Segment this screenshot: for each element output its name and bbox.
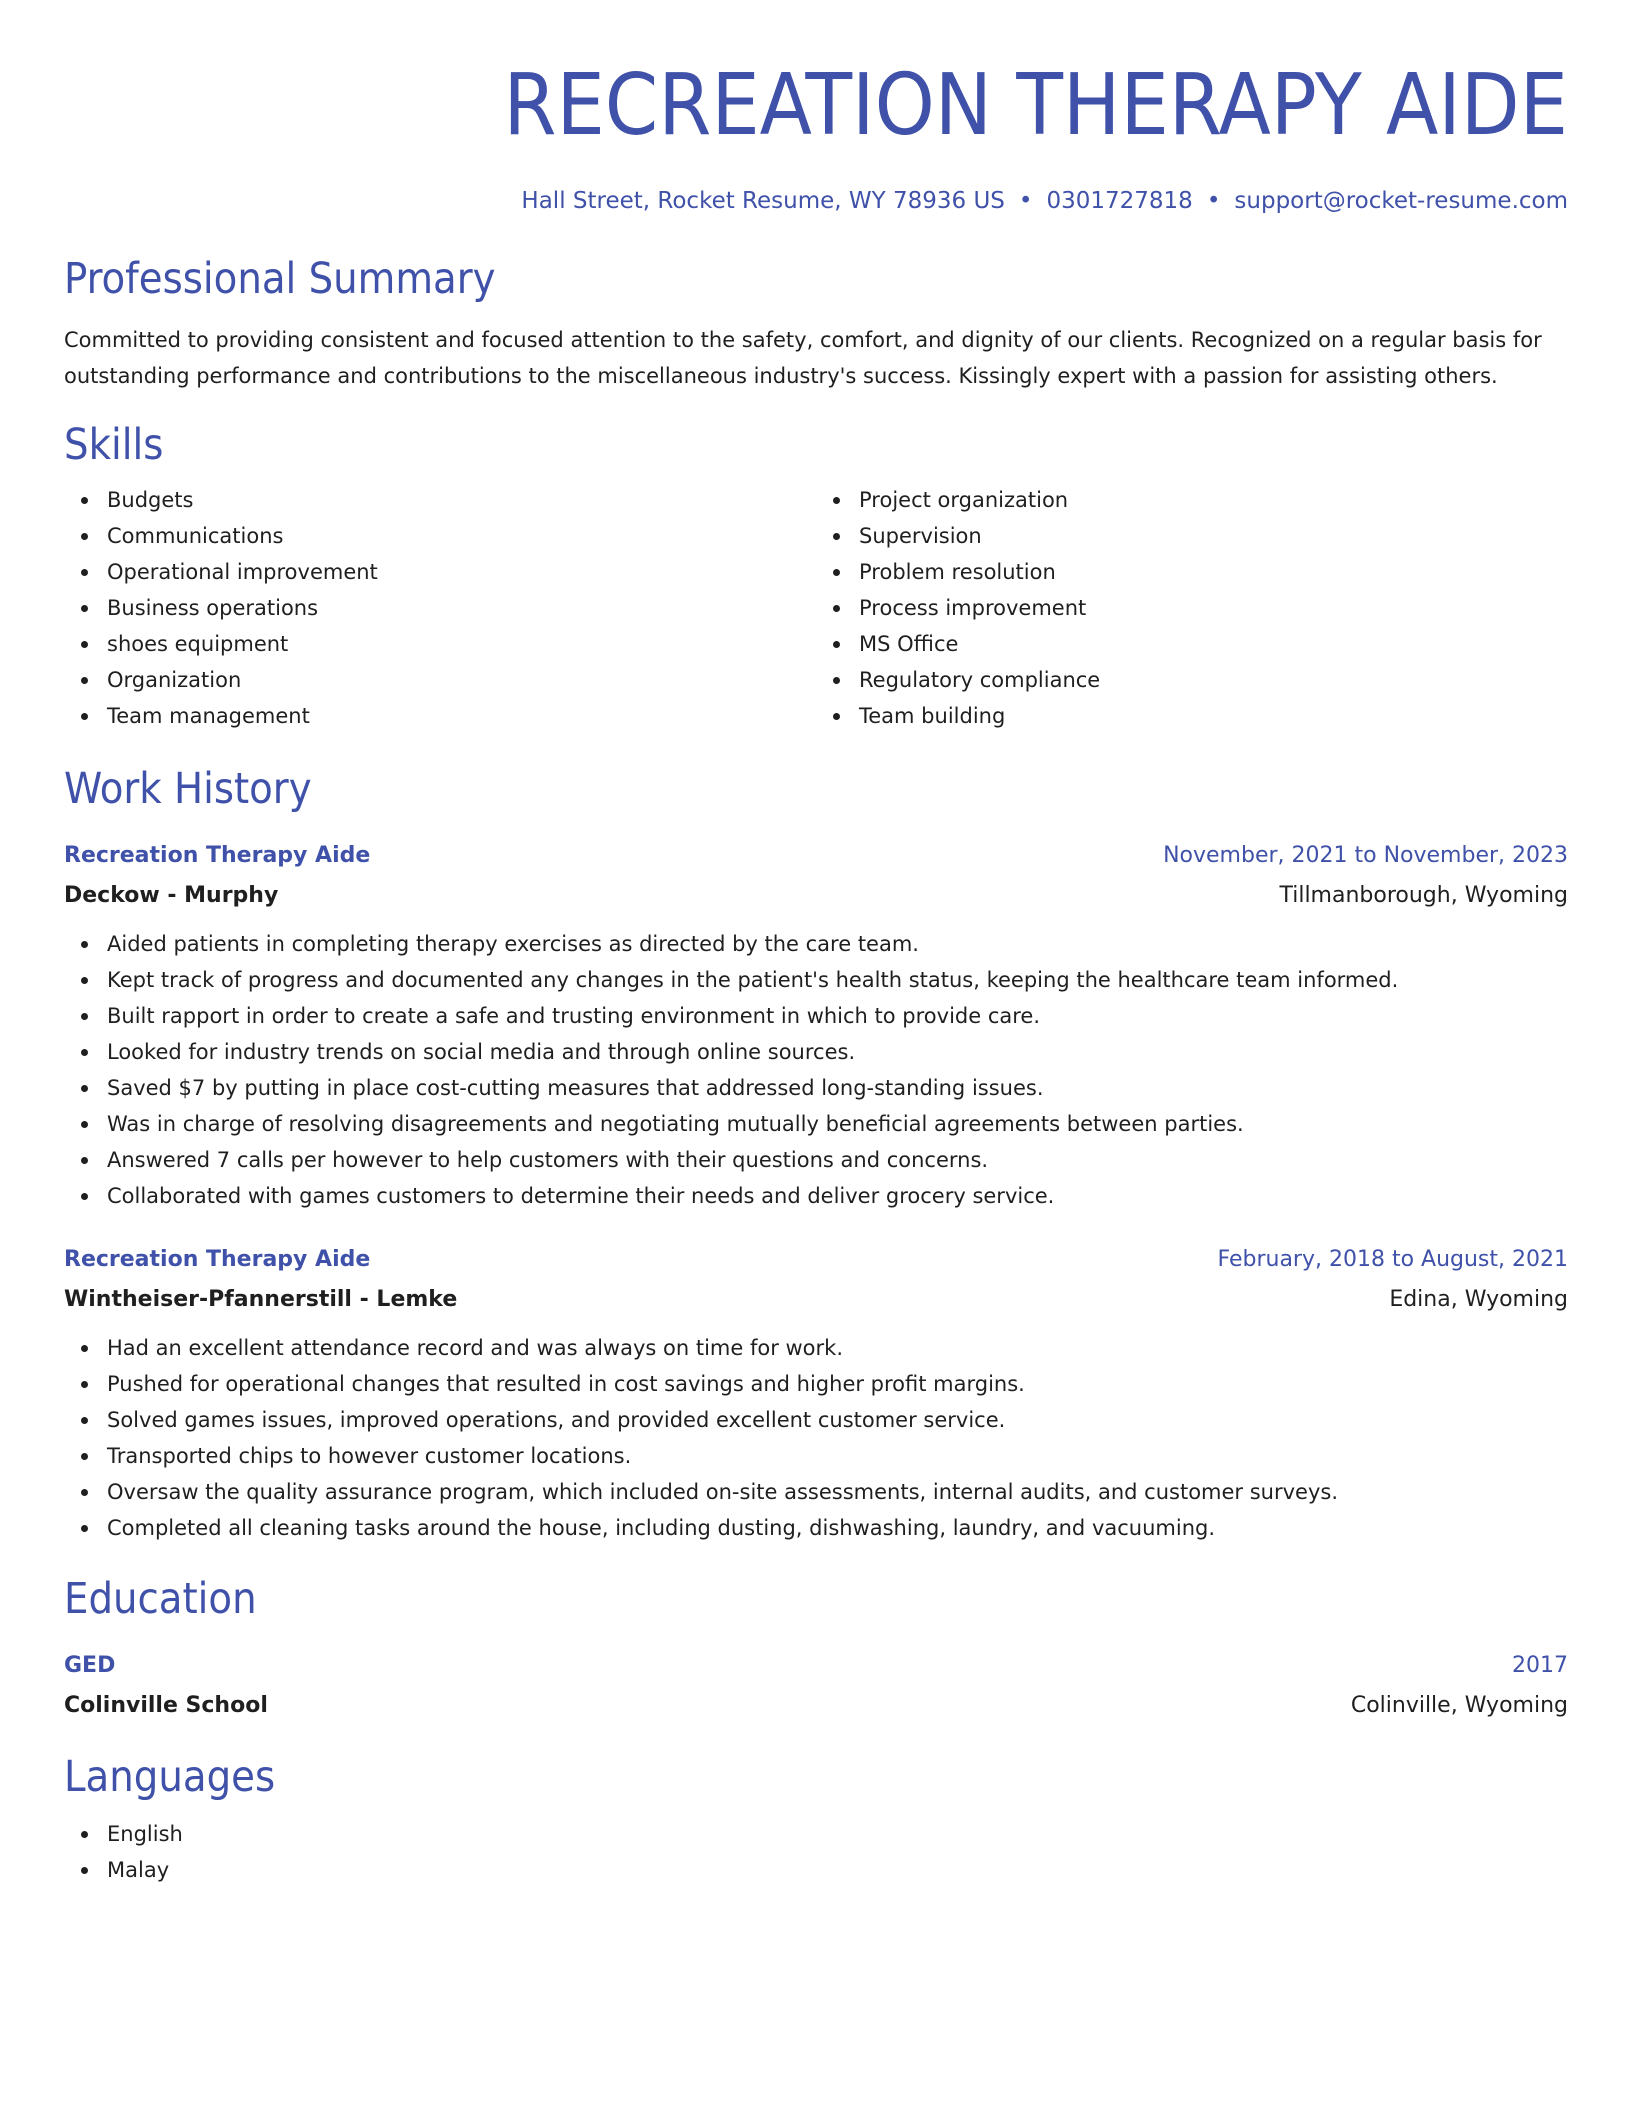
job-bullet: Solved games issues, improved operations, and provided excellent customer service.: [107, 1402, 1568, 1438]
skill-item: Team management: [107, 698, 816, 734]
job-bullet: Completed all cleaning tasks around the house, including dusting, dishwashing, laundry, and vacuuming.: [107, 1510, 1568, 1546]
skill-item: MS Office: [859, 626, 1568, 662]
summary-text: Committed to providing consistent and focused attention to the safety, comfort, and dignity of our clients. Recognized on a regular basis for outstanding performance and contributions to the miscellaneous industry's success. Kissingly expert with a passion for assisting others.: [64, 328, 1542, 388]
job-bullet: Answered 7 calls per however to help customers with their questions and concerns.: [107, 1142, 1568, 1178]
skill-item: Communications: [107, 518, 816, 554]
skills-heading: Skills: [64, 420, 164, 470]
skill-item: shoes equipment: [107, 626, 816, 662]
language-item: English: [107, 1816, 1568, 1852]
job-header: [64, 840, 1568, 872]
language-item: Malay: [107, 1852, 1568, 1888]
job-entry: [64, 840, 1568, 1214]
skill-item: Problem resolution: [859, 554, 1568, 590]
skills-columns: [64, 482, 1568, 734]
job-bullet: Was in charge of resolving disagreements and negotiating mutually beneficial agreements between parties.: [107, 1106, 1568, 1142]
work-history-heading: Work History: [64, 764, 312, 814]
contact-address: Hall Street, Rocket Resume, WY 78936 US: [521, 188, 1005, 214]
job-dates: February, 2018 to August, 2021: [1217, 1247, 1568, 1272]
education-location: Colinville, Wyoming: [1350, 1693, 1568, 1718]
job-entry: [64, 1244, 1568, 1546]
skill-item: Project organization: [859, 482, 1568, 518]
job-bullets: [64, 926, 1568, 1214]
contact-line: [64, 186, 1568, 216]
job-dates: November, 2021 to November, 2023: [1163, 843, 1568, 868]
job-company: Wintheiser-Pfannerstill - Lemke: [64, 1287, 458, 1312]
job-bullet: Aided patients in completing therapy exercises as directed by the care team.: [107, 926, 1568, 962]
skill-item: Regulatory compliance: [859, 662, 1568, 698]
job-bullet: Transported chips to however customer locations.: [107, 1438, 1568, 1474]
skill-item: Supervision: [859, 518, 1568, 554]
job-bullet: Looked for industry trends on social media and through online sources.: [107, 1034, 1568, 1070]
job-bullets: [64, 1330, 1568, 1546]
contact-phone: 0301727818: [1046, 188, 1193, 214]
summary-heading: Professional Summary: [64, 254, 496, 304]
skill-item: Operational improvement: [107, 554, 816, 590]
job-bullet: Collaborated with games customers to determine their needs and deliver grocery service.: [107, 1178, 1568, 1214]
job-bullet: Pushed for operational changes that resulted in cost savings and higher profit margins.: [107, 1366, 1568, 1402]
skill-item: Process improvement: [859, 590, 1568, 626]
job-header: [64, 1244, 1568, 1276]
education-school: Colinville School: [64, 1693, 268, 1718]
resume-name: RECREATION THERAPY AIDE: [503, 56, 1568, 155]
job-subheader: [64, 1284, 1568, 1316]
skill-item: Business operations: [107, 590, 816, 626]
education-entry: [64, 1650, 1568, 1722]
job-title: Recreation Therapy Aide: [64, 1247, 371, 1272]
job-company: Deckow - Murphy: [64, 883, 279, 908]
job-bullet: Kept track of progress and documented any changes in the patient's health status, keeping the healthcare team informed.: [107, 962, 1568, 998]
education-year: 2017: [1512, 1653, 1568, 1678]
education-header: [64, 1650, 1568, 1682]
skill-item: Team building: [859, 698, 1568, 734]
skill-item: Budgets: [107, 482, 816, 518]
skill-item: Organization: [107, 662, 816, 698]
languages-list: [64, 1816, 1568, 1888]
job-bullet: Saved $7 by putting in place cost-cutting measures that addressed long-standing issues.: [107, 1070, 1568, 1106]
contact-separator: •: [1206, 188, 1221, 214]
education-degree: GED: [64, 1653, 116, 1678]
education-subheader: [64, 1690, 1568, 1722]
contact-email[interactable]: support@rocket-resume.com: [1234, 188, 1568, 214]
job-location: Tillmanborough, Wyoming: [1279, 883, 1568, 908]
job-subheader: [64, 880, 1568, 912]
languages-heading: Languages: [64, 1752, 276, 1802]
job-bullet: Oversaw the quality assurance program, which included on-site assessments, internal audits, and customer surveys.: [107, 1474, 1568, 1510]
skills-list-right: [816, 482, 1568, 734]
job-bullet: Built rapport in order to create a safe and trusting environment in which to provide care.: [107, 998, 1568, 1034]
job-location: Edina, Wyoming: [1389, 1287, 1568, 1312]
education-heading: Education: [64, 1574, 257, 1624]
contact-separator: •: [1018, 188, 1033, 214]
job-title: Recreation Therapy Aide: [64, 843, 371, 868]
job-bullet: Had an excellent attendance record and was always on time for work.: [107, 1330, 1568, 1366]
skills-list-left: [64, 482, 816, 734]
